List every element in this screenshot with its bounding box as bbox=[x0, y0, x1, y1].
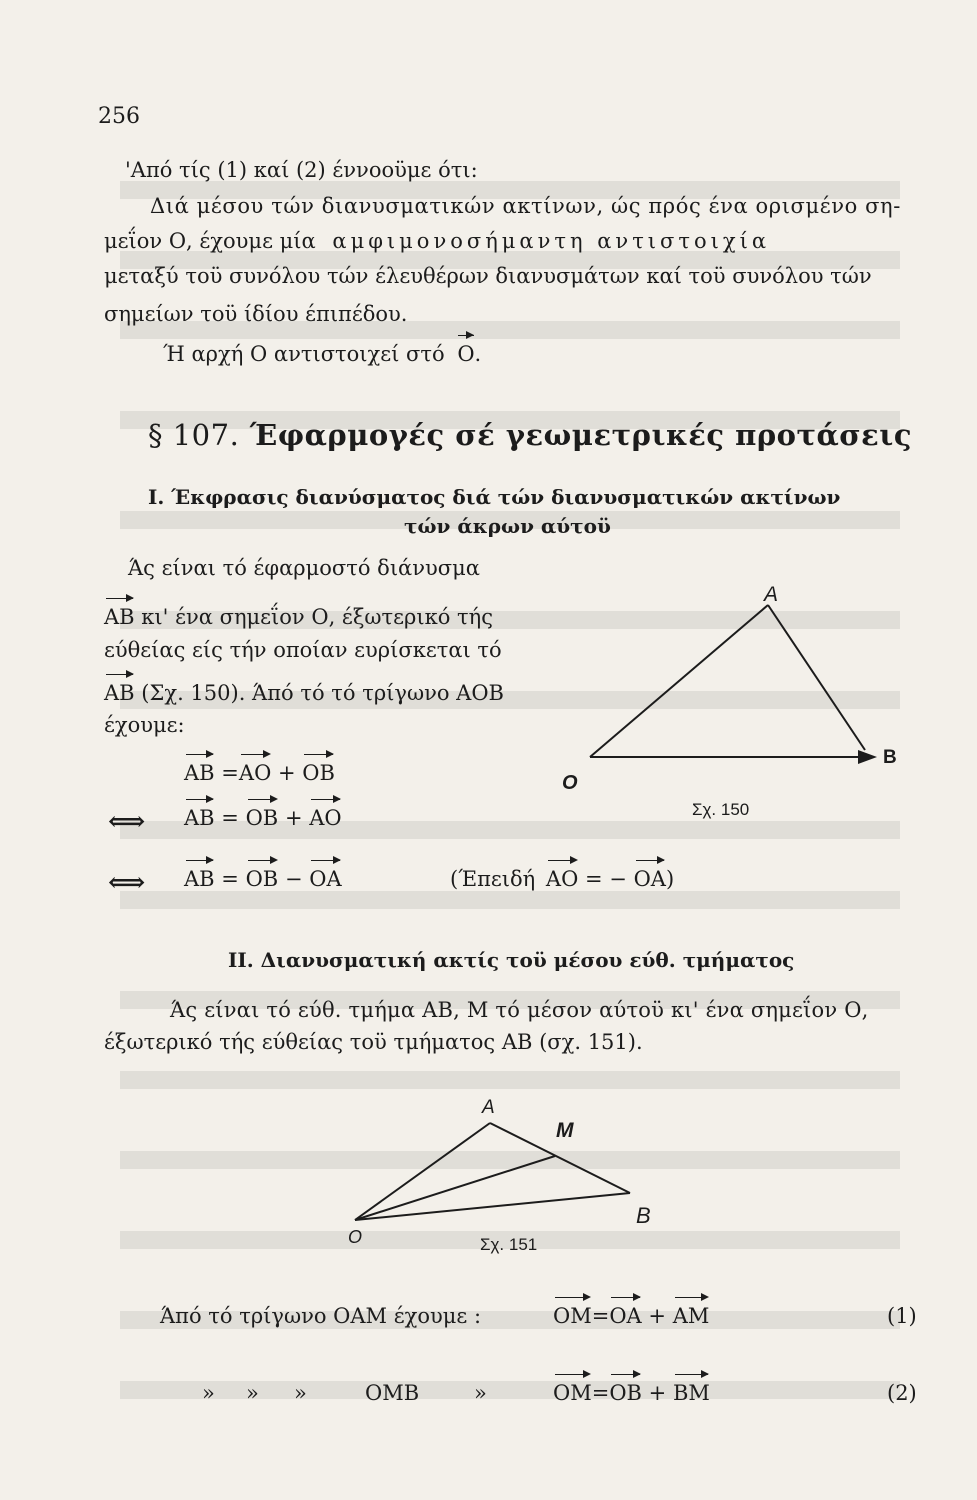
operator: = bbox=[221, 761, 239, 785]
operator: + bbox=[284, 806, 303, 830]
segment-AB bbox=[768, 605, 865, 750]
vector: ΑΟ bbox=[238, 761, 272, 785]
section-title: Έφαρμογές σέ γεωμετρικές προτάσεις bbox=[249, 418, 912, 452]
text-line: εύθείας είς τήν οποίαν ευρίσκεται τό bbox=[104, 638, 502, 662]
label-O: O bbox=[562, 772, 578, 794]
text-line bbox=[104, 607, 493, 628]
text-fragment: ) bbox=[665, 867, 675, 891]
vector: ΑΒ bbox=[184, 867, 215, 891]
text-fragment: (Σχ. 150). Άπό τό τό τρίγωνο ΑΟΒ bbox=[141, 681, 504, 705]
vector: ΟΒ bbox=[302, 761, 335, 785]
text-line: Άς είναι τό έφαρμοστό διάνυσμα bbox=[128, 556, 480, 580]
figure-151 bbox=[330, 1085, 660, 1260]
vector-AB: ΑΒ bbox=[104, 681, 135, 705]
figure-150 bbox=[520, 575, 920, 835]
label-O: O bbox=[348, 1227, 363, 1247]
equation-1 bbox=[553, 1306, 709, 1327]
label-A: A bbox=[482, 1097, 495, 1118]
operator: = bbox=[591, 1381, 610, 1405]
operator: = bbox=[221, 806, 239, 830]
segment-OA bbox=[590, 605, 768, 757]
text-line: σημείων τοϋ ίδίου έπιπέδου. bbox=[104, 302, 408, 326]
text-line: 'Από τίς (1) καί (2) έννοοϋμε ότι: bbox=[125, 158, 478, 182]
vector: ΟΑ bbox=[309, 867, 342, 891]
text-line: Διά μέσου τών διανυσματικών ακτίνων, ώς πρός ένα ορισμένο ση- bbox=[150, 194, 901, 218]
text-line: έξωτερικό τής εύθείας τοϋ τμήματος ΑΒ (σχ. 151). bbox=[104, 1030, 643, 1054]
equation-number: (1) bbox=[887, 1304, 917, 1328]
operator: = − bbox=[585, 867, 627, 891]
page-number: 256 bbox=[98, 104, 140, 129]
operator: − bbox=[284, 867, 303, 891]
triangle-name: ΟΜΒ bbox=[365, 1381, 420, 1405]
equation-1 bbox=[184, 763, 335, 784]
text-line bbox=[163, 344, 481, 365]
subheading: ΙΙ. Διανυσματική ακτίς τοϋ μέσου εύθ. τμήματος bbox=[228, 948, 795, 972]
label-B: B bbox=[636, 1203, 651, 1228]
equivalence-arrow: ⟺ bbox=[108, 868, 146, 898]
operator: + bbox=[648, 1304, 667, 1328]
vector: ΒΜ bbox=[672, 1381, 710, 1405]
text-line: μεταξύ τοϋ συνόλου τών έλευθέρων διανυσμάτων καί τοϋ συνόλου τών bbox=[104, 264, 872, 288]
vector: ΑΒ bbox=[184, 761, 215, 785]
equation-3 bbox=[184, 869, 342, 890]
vector: ΑΒ bbox=[184, 806, 215, 830]
text-fragment: . bbox=[474, 342, 482, 366]
vector: ΑΟ bbox=[309, 806, 342, 830]
text-fragment: (Έπειδή bbox=[450, 867, 536, 891]
vector: ΟΜ bbox=[553, 1304, 592, 1328]
arrowhead-B bbox=[858, 750, 877, 764]
vector: ΟΑ bbox=[609, 1304, 642, 1328]
text-line: Άς είναι τό εύθ. τμήμα ΑΒ, Μ τό μέσον αύτοϋ κι' ένα σημεΐον Ο, bbox=[170, 998, 869, 1022]
ditto-mark: » bbox=[246, 1381, 259, 1405]
operator: + bbox=[648, 1381, 667, 1405]
vector: ΟΜ bbox=[553, 1381, 592, 1405]
text-fragment: μεΐον Ο, έχουμε μία bbox=[104, 229, 316, 253]
text-fragment: Ή αρχή Ο αντιστοιχεί στό bbox=[163, 342, 445, 366]
label-M: M bbox=[556, 1119, 574, 1142]
ditto-mark: » bbox=[294, 1381, 307, 1405]
vector-AB: ΑΒ bbox=[104, 605, 135, 629]
equation-2 bbox=[184, 808, 342, 829]
emphasis-term: αμφιμονοσήμαντη αντιστοιχία bbox=[332, 229, 771, 253]
subheading: τών άκρων αύτοϋ bbox=[404, 514, 611, 538]
vector: ΟΑ bbox=[633, 867, 666, 891]
label-A: A bbox=[764, 583, 779, 606]
section-heading bbox=[148, 418, 912, 452]
text-line bbox=[104, 231, 770, 252]
figure-caption: Σχ. 150 bbox=[692, 800, 750, 819]
ditto-mark: » bbox=[474, 1381, 487, 1405]
equation-note bbox=[450, 869, 674, 890]
segment-OA bbox=[355, 1123, 490, 1220]
vector: ΟΒ bbox=[245, 806, 279, 830]
equation-number: (2) bbox=[887, 1381, 917, 1405]
text-line: Άπό τό τρίγωνο ΟΑΜ έχουμε : bbox=[160, 1304, 482, 1328]
operator: = bbox=[221, 867, 239, 891]
vector: ΟΒ bbox=[609, 1381, 642, 1405]
ditto-mark: » bbox=[202, 1381, 215, 1405]
operator: = bbox=[591, 1304, 610, 1328]
figure-caption: Σχ. 151 bbox=[480, 1235, 538, 1254]
vector: ΑΜ bbox=[672, 1304, 710, 1328]
text-line bbox=[104, 683, 504, 704]
section-number: § 107. bbox=[148, 418, 240, 452]
label-B: B bbox=[883, 747, 897, 768]
vector: ΑΟ bbox=[545, 867, 579, 891]
operator: + bbox=[277, 761, 296, 785]
equation-2 bbox=[553, 1383, 710, 1404]
vector-O: Ο bbox=[457, 342, 475, 366]
equivalence-arrow: ⟺ bbox=[108, 807, 146, 837]
subheading: Ι. Έκφρασις διανύσματος διά τών διανυσματικών ακτίνων bbox=[148, 485, 841, 509]
text-fragment: κι' ένα σημεΐον Ο, έξωτερικό τής bbox=[141, 605, 493, 629]
text-line: έχουμε: bbox=[104, 713, 185, 737]
vector: ΟΒ bbox=[245, 867, 279, 891]
